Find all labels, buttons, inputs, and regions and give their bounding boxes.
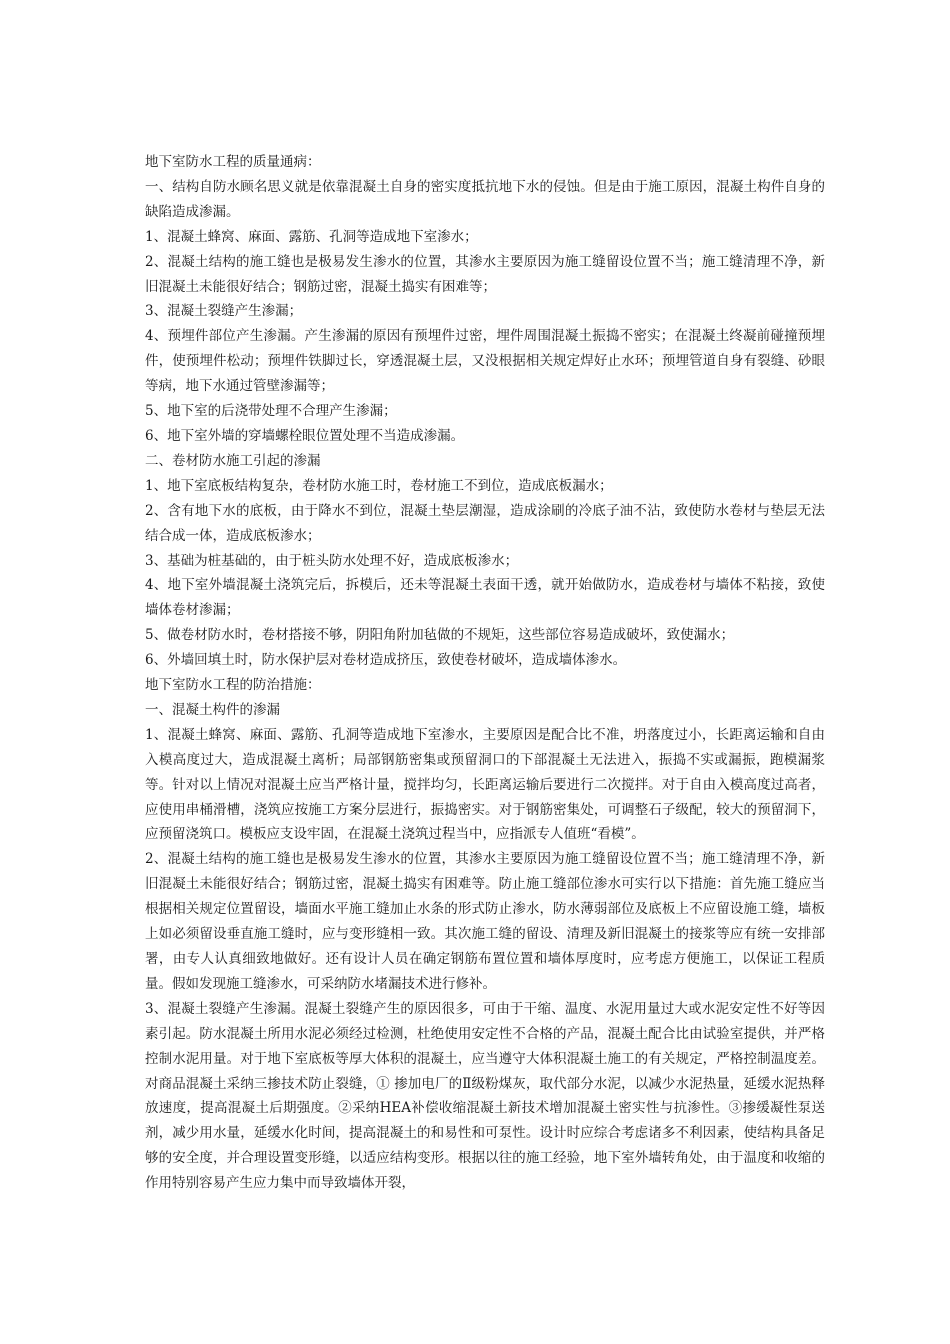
- list-item-defect-3: 3、混凝土裂缝产生渗漏；: [145, 303, 303, 320]
- paragraph-structural-self-waterproofing: 一、结构自防水顾名思义就是依靠混凝土自身的密实度抵抗地下水的侵蚀。但是由于施工原因，混凝土构件自身的缺陷造成渗漏。: [145, 178, 825, 220]
- list-item-measure-2: 2、混凝土结构的施工缝也是极易发生渗水的位置，其渗水主要原因为施工缝留设位置不当；施工缝清理不净，新旧混凝土未能很好结合；钢筋过密，混凝土捣实有困难等。防止施工缝部位渗水可实行以下措施：首先施工缝应当根据相关规定位置留设，墙面水平施工缝加止水条的形式防止渗水，防水薄弱部位及底板上不应留设施工缝，墙板上如必须留设垂直施工缝时，应与变形缝相一致。其次施工缝的留设、清理及新旧混凝土的接浆等应有统一安排部署，由专人认真细致地做好。还有设计人员在确定钢筋布置位置和墙体厚度时，应考虑方便施工，以保证工程质量。假如发现施工缝渗水，可采纳防水堵漏技术进行修补。: [145, 851, 825, 992]
- heading-concrete-member-leakage: 一、混凝土构件的渗漏: [145, 701, 280, 718]
- list-item-membrane-5: 5、做卷材防水时，卷材搭接不够，阴阳角附加毡做的不规矩，这些部位容易造成破坏，致使漏水；: [145, 627, 735, 644]
- list-item-membrane-3: 3、基础为桩基础的，由于桩头防水处理不好，造成底板渗水；: [145, 552, 519, 569]
- list-item-membrane-1: 1、地下室底板结构复杂，卷材防水施工时，卷材施工不到位，造成底板漏水；: [145, 477, 613, 494]
- list-item-measure-3: 3、混凝土裂缝产生渗漏。混凝土裂缝产生的原因很多，可由于干缩、温度、水泥用量过大或水泥安定性不好等因素引起。防水混凝土所用水泥必须经过检测，杜绝使用安定性不合格的产品，混凝土配合比由试验室提供，并严格控制水泥用量。对于地下室底板等厚大体积的混凝土，应当遵守大体积混凝土施工的有关规定，严格控制温度差。对商品混凝土采纳三掺技术防止裂缝，① 掺加电厂的Ⅱ级粉煤灰，取代部分水泥，以减少水泥热量，延缓水泥热释放速度，提高混凝土后期强度。②采纳HEA补偿收缩混凝土新技术增加混凝土密实性与抗渗性。③掺缓凝性泵送剂，减少用水量，延缓水化时间，提高混凝土的和易性和可泵性。设计时应综合考虑诸多不利因素，使结构具备足够的安全度，并合理设置变形缝，以适应结构变形。根据以往的施工经验，地下室外墙转角处，由于温度和收缩的作用特别容易产生应力集中而导致墙体开裂，: [145, 1000, 825, 1192]
- list-item-defect-2: 2、混凝土结构的施工缝也是极易发生渗水的位置，其渗水主要原因为施工缝留设位置不当；施工缝清理不净，新旧混凝土未能很好结合；钢筋过密，混凝土捣实有困难等；: [145, 253, 825, 295]
- document-body: [145, 150, 825, 1196]
- heading-prevention-measures: 地下室防水工程的防治措施：: [145, 677, 321, 694]
- heading-quality-defects: 地下室防水工程的质量通病：: [145, 154, 321, 170]
- list-item-defect-1: 1、混凝土蜂窝、麻面、露筋、孔洞等造成地下室渗水；: [145, 228, 478, 245]
- list-item-defect-4: 4、预埋件部位产生渗漏。产生渗漏的原因有预埋件过密，埋件周围混凝土振捣不密实；在混凝土终凝前碰撞预埋件，使预埋件松动；预埋件铁脚过长，穿透混凝土层，又没根据相关规定焊好止水环；预埋管道自身有裂缝、砂眼等病，地下水通过管壁渗漏等；: [145, 328, 825, 395]
- list-item-defect-5: 5、地下室的后浇带处理不合理产生渗漏；: [145, 403, 397, 420]
- list-item-membrane-6: 6、外墙回填土时，防水保护层对卷材造成挤压，致使卷材破坏，造成墙体渗水。: [145, 652, 627, 669]
- list-item-measure-1: 1、混凝土蜂窝、麻面、露筋、孔洞等造成地下室渗水，主要原因是配合比不准，坍落度过小，长距离运输和自由入模高度过大，造成混凝土离析；局部钢筋密集或预留洞口的下部混凝土无法进入，振捣不实或漏振，跑模漏浆等。针对以上情况对混凝土应当严格计量，搅拌均匀，长距离运输后要进行二次搅拌。对于自由入模高度过高者，应使用串桶滑槽，浇筑应按施工方案分层进行，振捣密实。对于钢筋密集处，可调整石子级配，较大的预留洞下，应预留浇筑口。模板应支设牢固，在混凝土浇筑过程当中，应指派专人值班“看模”。: [145, 726, 825, 843]
- list-item-membrane-4: 4、地下室外墙混凝土浇筑完后，拆模后，还未等混凝土表面干透，就开始做防水，造成卷材与墙体不粘接，致使墙体卷材渗漏；: [145, 577, 825, 619]
- list-item-membrane-2: 2、含有地下水的底板，由于降水不到位，混凝土垫层潮湿，造成涂刷的冷底子油不沾，致使防水卷材与垫层无法结合成一体，造成底板渗水；: [145, 502, 825, 544]
- heading-membrane-leakage: 二、卷材防水施工引起的渗漏: [145, 452, 321, 469]
- list-item-defect-6: 6、地下室外墙的穿墙螺栓眼位置处理不当造成渗漏。: [145, 427, 465, 444]
